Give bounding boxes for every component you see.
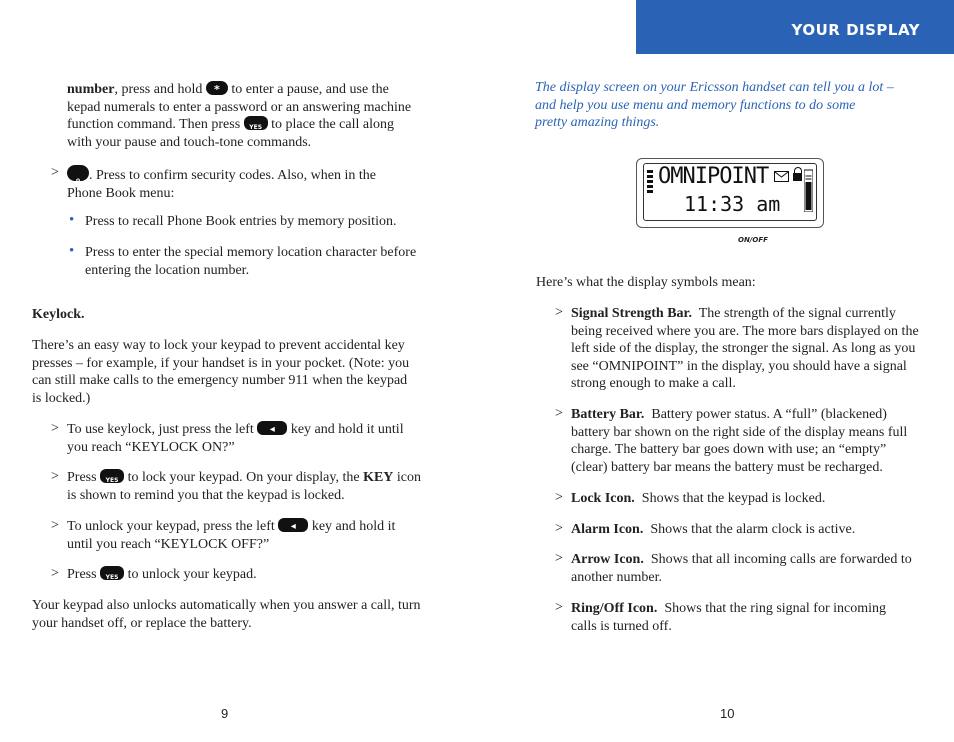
item-marker: > xyxy=(51,469,59,484)
alarm-item xyxy=(571,521,931,539)
text: calls is turned off. xyxy=(571,618,672,634)
text: Press to enter the special memory location character before xyxy=(85,245,417,260)
item-marker: > xyxy=(555,490,563,505)
text: Battery power status. A “full” (blackened) xyxy=(651,407,887,422)
lcd-screen xyxy=(643,163,817,221)
item-marker: > xyxy=(555,600,563,615)
bullet: • xyxy=(69,243,75,259)
key-term: KEY xyxy=(363,470,394,485)
text: to enter a pause, and use the xyxy=(231,82,389,97)
number-term: number xyxy=(67,82,115,97)
signal-strength-icon xyxy=(647,170,653,193)
bullet-text xyxy=(85,244,425,279)
text: The display screen on your Ericsson handset can tell you a lot – xyxy=(535,80,894,95)
text: Your keypad also unlocks automatically when you answer a call, turn xyxy=(32,598,421,613)
text: (clear) battery bar means the battery must be recharged. xyxy=(571,459,883,475)
signal-strength-item xyxy=(571,305,931,393)
zero-key-item xyxy=(67,165,427,202)
term: Signal Strength Bar. xyxy=(571,306,692,321)
item-marker: > xyxy=(555,406,563,421)
keylock-step-3 xyxy=(67,518,427,553)
text: key and hold it until xyxy=(290,422,404,437)
section-title: YOUR DISPLAY xyxy=(791,21,920,39)
text: is locked.) xyxy=(32,390,91,406)
text: and help you use menu and memory functions to do some xyxy=(535,97,856,113)
keylock-heading: Keylock. xyxy=(32,307,85,322)
term: Ring/Off Icon. xyxy=(571,601,658,616)
keylock-step-2 xyxy=(67,469,427,504)
envelope-icon xyxy=(774,171,789,182)
text: Shows that the alarm clock is active. xyxy=(650,522,856,537)
bullet: • xyxy=(69,212,75,228)
text: Phone Book menu: xyxy=(67,185,175,201)
header-bar xyxy=(636,0,954,54)
term: Lock Icon. xyxy=(571,491,635,506)
text: your handset off, or replace the battery. xyxy=(32,615,252,631)
text: battery bar shown on the right side of the display means full xyxy=(571,424,908,440)
text: you reach “KEYLOCK ON?” xyxy=(67,439,235,455)
arrow-item xyxy=(571,551,931,586)
text: icon xyxy=(396,470,422,485)
keylock-step-1 xyxy=(67,421,427,456)
left-arrow-key-icon: ◂ xyxy=(278,518,308,532)
lock-item xyxy=(571,490,931,508)
text: Press xyxy=(67,470,97,485)
text: Shows that the ring signal for incoming xyxy=(664,601,886,616)
text: is shown to remind you that the keypad is locked. xyxy=(67,487,345,503)
text: presses – for example, if your handset is in your pocket. (Note: you xyxy=(32,355,410,371)
keylock-step-4 xyxy=(67,566,427,584)
lcd-time-text: 11:33 am xyxy=(684,192,781,216)
page-number: 9 xyxy=(221,706,229,721)
yes-key-icon: YES xyxy=(100,469,124,483)
item-marker: > xyxy=(555,551,563,566)
battery-item xyxy=(571,406,931,476)
text: can still make calls to the emergency number 911 when the keypad xyxy=(32,373,408,388)
item-marker: > xyxy=(555,521,563,536)
text: . Press to confirm security codes. Also, when in the xyxy=(89,168,376,183)
bullet-text: Press to recall Phone Book entries by memory position. xyxy=(85,214,397,229)
page-number: 10 xyxy=(720,706,735,721)
text: To unlock your keypad, press the left xyxy=(67,519,275,534)
left-arrow-key-icon: ◂ xyxy=(257,421,287,435)
text: , press and hold xyxy=(114,82,203,97)
term: Arrow Icon. xyxy=(571,552,644,567)
yes-key-icon: YES xyxy=(244,116,268,130)
item-marker: > xyxy=(51,518,59,533)
text: Press xyxy=(67,567,97,582)
item-marker: > xyxy=(51,566,59,581)
onoff-label: ON/OFF xyxy=(738,236,768,244)
keylock-paragraph xyxy=(32,337,427,407)
symbols-intro: Here’s what the display symbols mean: xyxy=(536,275,756,290)
lock-icon xyxy=(793,167,803,183)
auto-unlock-paragraph xyxy=(32,597,427,632)
battery-icon xyxy=(804,168,813,212)
text: The strength of the signal currently xyxy=(698,306,896,321)
text: To use keylock, just press the left xyxy=(67,422,254,437)
text: Shows that all incoming calls are forwarded to xyxy=(650,552,912,567)
text: charge. The battery bar goes down with use; an “empty” xyxy=(571,442,887,457)
text: entering the location number. xyxy=(85,262,250,278)
term: Alarm Icon. xyxy=(571,522,644,537)
text: key and hold it xyxy=(311,519,396,534)
text: to unlock your keypad. xyxy=(127,567,257,582)
text: another number. xyxy=(571,569,662,585)
yes-key-icon: YES xyxy=(100,566,124,580)
term: Battery Bar. xyxy=(571,407,645,422)
text: see “OMNIPOINT” in the display, you should have a signal xyxy=(571,358,907,374)
text: function command. Then press xyxy=(67,117,241,132)
text: There’s an easy way to lock your keypad to prevent accidental key xyxy=(32,338,405,353)
zero-key-icon: o xyxy=(67,165,89,181)
text: to place the call along xyxy=(271,117,394,132)
text: Shows that the keypad is locked. xyxy=(641,491,826,506)
text: pretty amazing things. xyxy=(535,115,660,130)
item-marker: > xyxy=(51,421,59,436)
item-marker: > xyxy=(51,165,59,180)
text: until you reach “KEYLOCK OFF?” xyxy=(67,536,270,552)
text: with your pause and touch-tone commands. xyxy=(67,134,312,150)
lcd-operator-text: OMNIPOINT xyxy=(658,164,769,189)
text: being received where you are. The more bars displayed on the xyxy=(571,323,919,339)
intro-paragraph xyxy=(535,79,935,132)
pause-paragraph xyxy=(67,81,427,151)
text: kepad numerals to enter a password or an answering machine xyxy=(67,99,412,115)
star-key-icon: * xyxy=(206,81,228,95)
text: strong enough to make a call. xyxy=(571,376,736,391)
text: left side of the display, the stronger the signal. As long as you xyxy=(571,341,916,356)
item-marker: > xyxy=(555,305,563,320)
display-illustration xyxy=(636,158,824,228)
text: to lock your keypad. On your display, the xyxy=(127,470,360,485)
ring-off-item xyxy=(571,600,931,635)
